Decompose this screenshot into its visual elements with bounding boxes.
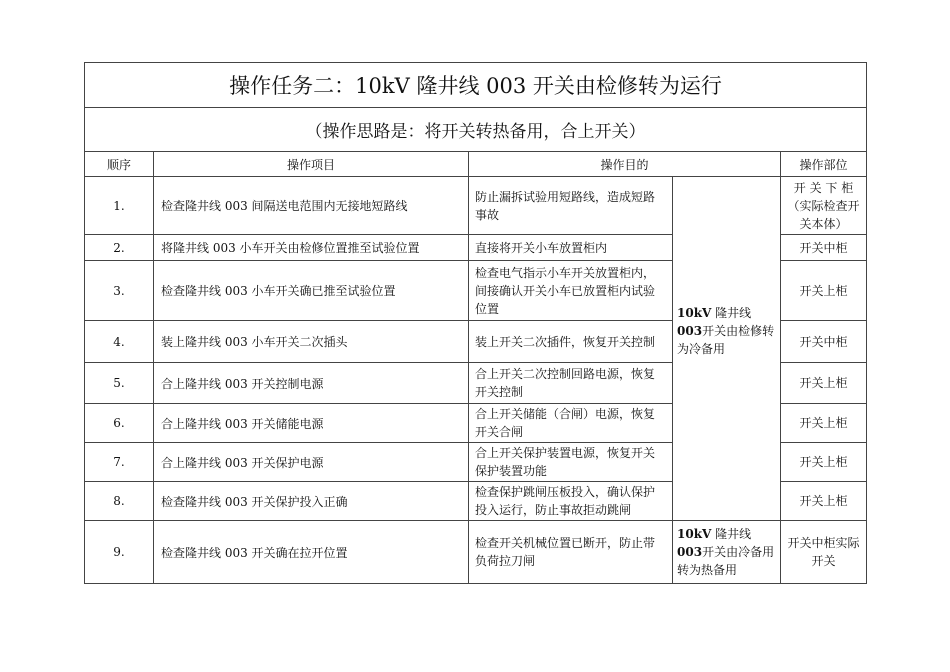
row-purpose: 检查开关机械位置已断开，防止带负荷拉刀闸 <box>469 521 673 584</box>
row-seq: 8. <box>85 482 154 521</box>
row-location: 开关上柜 <box>781 404 867 443</box>
goal2-text: 开关由冷备用转为热备用 <box>677 545 775 577</box>
header-purpose: 操作目的 <box>469 152 781 177</box>
row-purpose: 合上开关储能（合闸）电源，恢复开关合闸 <box>469 404 673 443</box>
operation-idea: （操作思路是：将开关转热备用，合上开关） <box>85 108 867 152</box>
row-location: 开关上柜 <box>781 261 867 321</box>
goal-hot-standby <box>673 521 781 584</box>
goal1-line: 隆井线 <box>711 306 752 320</box>
row-item: 将隆井线 003 小车开关由检修位置推至试验位置 <box>154 235 469 261</box>
table-header-row <box>85 152 867 177</box>
row-seq: 1. <box>85 177 154 235</box>
row-location: 开关中柜实际开关 <box>781 521 867 584</box>
table-row <box>85 521 867 584</box>
header-seq: 顺序 <box>85 152 154 177</box>
goal1-kv: 10kV <box>677 306 712 320</box>
row-item: 检查隆井线 003 小车开关确已推至试验位置 <box>154 261 469 321</box>
header-location: 操作部位 <box>781 152 867 177</box>
row-item: 合上隆井线 003 开关储能电源 <box>154 404 469 443</box>
goal2-line: 隆井线 <box>711 527 752 541</box>
row-location: 开关上柜 <box>781 443 867 482</box>
row-purpose: 防止漏拆试验用短路线，造成短路事故 <box>469 177 673 235</box>
row-item: 检查隆井线 003 开关保护投入正确 <box>154 482 469 521</box>
page-title: 操作任务二：10kV 隆井线 003 开关由检修转为运行 <box>85 63 867 108</box>
row-seq: 9. <box>85 521 154 584</box>
row-seq: 7. <box>85 443 154 482</box>
row-item: 装上隆井线 003 小车开关二次插头 <box>154 321 469 363</box>
row-location: 开关中柜 <box>781 321 867 363</box>
row-purpose: 合上开关二次控制回路电源，恢复开关控制 <box>469 363 673 404</box>
goal2-kv: 10kV <box>677 527 712 541</box>
row-seq: 4. <box>85 321 154 363</box>
row-item: 合上隆井线 003 开关保护电源 <box>154 443 469 482</box>
row-purpose: 检查电气指示小车开关放置柜内，间接确认开关小车已放置柜内试验位置 <box>469 261 673 321</box>
row-item: 检查隆井线 003 开关确在拉开位置 <box>154 521 469 584</box>
goal1-text: 开关由检修转为冷备用 <box>677 324 775 356</box>
row-location: 开关上柜 <box>781 482 867 521</box>
row-purpose: 装上开关二次插件，恢复开关控制 <box>469 321 673 363</box>
table-row <box>85 177 867 235</box>
row-purpose: 直接将开关小车放置柜内 <box>469 235 673 261</box>
row-item: 检查隆井线 003 间隔送电范围内无接地短路线 <box>154 177 469 235</box>
row-item: 合上隆井线 003 开关控制电源 <box>154 363 469 404</box>
goal-cold-standby <box>673 177 781 521</box>
row-location: 开 关 下 柜（实际检查开关本体） <box>781 177 867 235</box>
row-purpose: 合上开关保护装置电源，恢复开关保护装置功能 <box>469 443 673 482</box>
operation-table <box>84 62 867 584</box>
row-seq: 6. <box>85 404 154 443</box>
row-seq: 2. <box>85 235 154 261</box>
row-location: 开关中柜 <box>781 235 867 261</box>
goal1-num: 003 <box>677 324 703 338</box>
row-location: 开关上柜 <box>781 363 867 404</box>
row-seq: 5. <box>85 363 154 404</box>
header-item: 操作项目 <box>154 152 469 177</box>
row-seq: 3. <box>85 261 154 321</box>
row-purpose: 检查保护跳闸压板投入，确认保护投入运行，防止事故拒动跳闸 <box>469 482 673 521</box>
goal2-num: 003 <box>677 545 703 559</box>
